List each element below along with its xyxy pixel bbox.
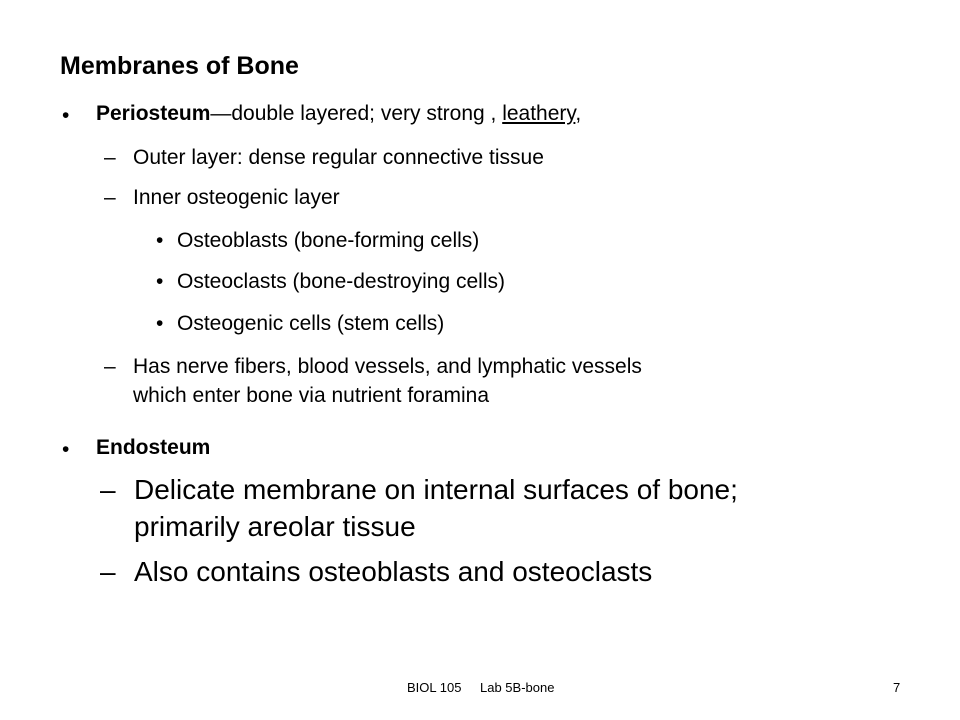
footer-page-number: 7	[893, 680, 901, 695]
footer-course: BIOL 105	[407, 680, 462, 695]
osteoblasts-text: Osteoblasts (bone-forming cells)	[177, 229, 480, 252]
inner-layer-text: Inner osteogenic layer	[133, 186, 340, 209]
endosteum-term: Endosteum	[96, 436, 211, 459]
periosteum-underlined-word: leathery	[502, 102, 576, 125]
bullet-osteoclasts: •	[156, 270, 164, 293]
osteogenic-cells-text: Osteogenic cells (stem cells)	[177, 312, 445, 335]
delicate-membrane-line-1: Delicate membrane on internal surfaces of bone;	[134, 474, 738, 505]
dash-delicate-membrane: –	[100, 474, 116, 505]
bullet-endosteum: •	[62, 438, 70, 461]
periosteum-line	[96, 102, 581, 126]
also-contains-text: Also contains osteoblasts and osteoclasts	[134, 556, 653, 587]
nerves-line-2: which enter bone via nutrient foramina	[133, 384, 490, 407]
bullet-periosteum: •	[62, 104, 70, 127]
slide-title: Membranes of Bone	[60, 52, 299, 80]
periosteum-trailing: ,	[575, 102, 582, 125]
delicate-membrane-line-2: primarily areolar tissue	[134, 511, 416, 542]
periosteum-description: —double layered; very strong ,	[210, 102, 497, 125]
dash-nerves: –	[104, 355, 116, 378]
bullet-osteogenic-cells: •	[156, 312, 164, 335]
bullet-osteoblasts: •	[156, 229, 164, 252]
osteoclasts-text: Osteoclasts (bone-destroying cells)	[177, 270, 505, 293]
dash-inner-layer: –	[104, 186, 116, 209]
nerves-line-1: Has nerve fibers, blood vessels, and lymphatic vessels	[133, 355, 642, 378]
dash-also-contains: –	[100, 556, 116, 587]
outer-layer-text: Outer layer: dense regular connective tissue	[133, 146, 544, 169]
periosteum-term: Periosteum	[96, 102, 211, 125]
dash-outer-layer: –	[104, 146, 116, 169]
footer-lab: Lab 5B-bone	[480, 680, 555, 695]
